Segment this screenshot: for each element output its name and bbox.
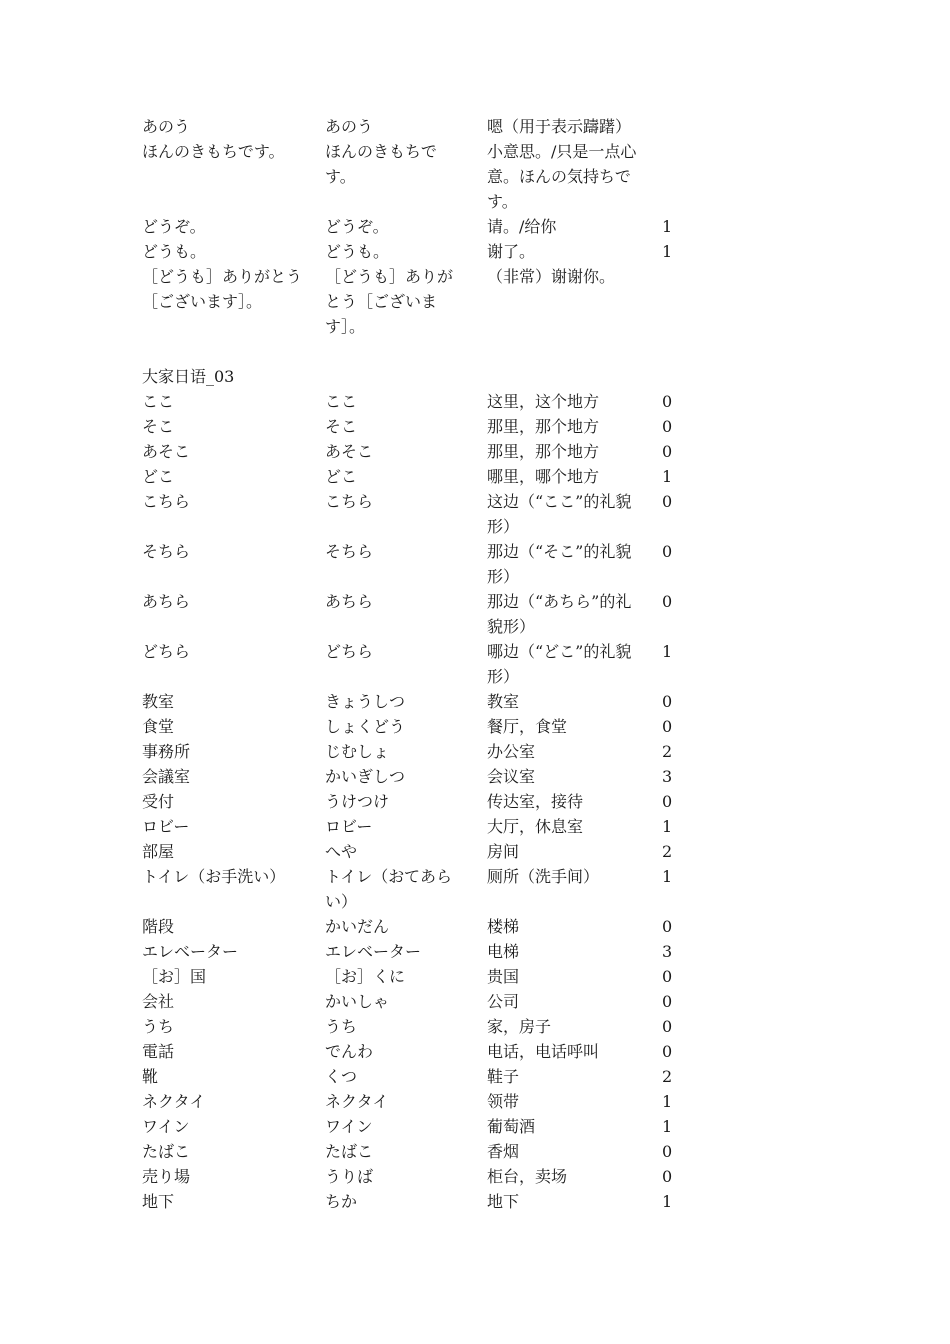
vocab-accent: 0 bbox=[662, 717, 673, 736]
vocab-accent: 0 bbox=[662, 1167, 673, 1186]
vocab-meaning: 那边（“そこ”的礼貌形） bbox=[487, 542, 632, 586]
vocab-reading: ここ bbox=[325, 392, 358, 411]
vocab-row bbox=[142, 1139, 702, 1164]
vocab-meaning: 哪边（“どこ”的礼貌形） bbox=[487, 642, 632, 686]
vocab-meaning: 香烟 bbox=[487, 1142, 520, 1161]
vocab-accent: 0 bbox=[662, 1042, 673, 1061]
vocab-row bbox=[142, 939, 702, 964]
vocab-reading: こちら bbox=[325, 492, 374, 511]
vocab-row bbox=[142, 464, 702, 489]
vocab-meaning: 公司 bbox=[487, 992, 520, 1011]
vocab-reading: うけつけ bbox=[325, 792, 390, 811]
vocab-accent: 0 bbox=[662, 792, 673, 811]
vocab-reading: そちら bbox=[325, 542, 374, 561]
vocab-row bbox=[142, 489, 702, 539]
vocab-word: どこ bbox=[142, 467, 175, 486]
vocab-accent: 3 bbox=[662, 942, 673, 961]
vocab-row bbox=[142, 864, 702, 914]
vocab-reading: ほんのきもちです。 bbox=[325, 142, 437, 186]
vocab-row bbox=[142, 414, 702, 439]
vocab-meaning: 贵国 bbox=[487, 967, 520, 986]
vocab-meaning: 那边（“あちら”的礼貌形） bbox=[487, 592, 632, 636]
vocab-accent: 0 bbox=[662, 692, 673, 711]
vocab-word: ［お］国 bbox=[142, 967, 207, 986]
vocab-reading: くつ bbox=[325, 1067, 358, 1086]
vocab-row bbox=[142, 589, 702, 639]
vocab-reading: トイレ（おてあらい） bbox=[325, 867, 453, 911]
vocab-reading: きょうしつ bbox=[325, 692, 406, 711]
vocab-word: どうぞ。 bbox=[142, 217, 206, 236]
vocab-accent: 0 bbox=[662, 967, 673, 986]
vocab-meaning: 楼梯 bbox=[487, 917, 520, 936]
vocabulary-table-lesson-02 bbox=[142, 114, 702, 339]
vocab-row bbox=[142, 1164, 702, 1189]
vocab-row bbox=[142, 689, 702, 714]
vocab-word: 部屋 bbox=[142, 842, 175, 861]
vocab-accent: 0 bbox=[662, 492, 673, 511]
vocab-row bbox=[142, 764, 702, 789]
vocab-meaning: 会议室 bbox=[487, 767, 536, 786]
vocab-meaning: （非常）谢谢你。 bbox=[487, 267, 616, 286]
vocab-meaning: 哪里，哪个地方 bbox=[487, 467, 600, 486]
vocab-meaning: 领带 bbox=[487, 1092, 520, 1111]
vocab-row bbox=[142, 1064, 702, 1089]
vocab-meaning: 谢了。 bbox=[487, 242, 536, 261]
vocab-accent: 0 bbox=[662, 1142, 673, 1161]
vocab-reading: うりば bbox=[325, 1167, 374, 1186]
vocab-accent: 1 bbox=[662, 867, 673, 886]
vocab-reading: ワイン bbox=[325, 1117, 373, 1136]
vocab-meaning: 鞋子 bbox=[487, 1067, 520, 1086]
vocab-word: 事務所 bbox=[142, 742, 191, 761]
vocab-meaning: 柜台，卖场 bbox=[487, 1167, 568, 1186]
vocab-reading: じむしょ bbox=[325, 742, 390, 761]
vocab-reading: ［お］くに bbox=[325, 967, 406, 986]
vocab-word: 靴 bbox=[142, 1067, 159, 1086]
vocab-word: たばこ bbox=[142, 1142, 191, 1161]
vocab-accent: 1 bbox=[662, 217, 673, 236]
vocab-word: 電話 bbox=[142, 1042, 175, 1061]
vocab-word: 階段 bbox=[142, 917, 175, 936]
vocab-accent: 1 bbox=[662, 817, 673, 836]
vocab-meaning: 嗯（用于表示躊躇） bbox=[487, 117, 632, 136]
vocab-word: 会社 bbox=[142, 992, 175, 1011]
vocab-word: 教室 bbox=[142, 692, 175, 711]
vocab-meaning: 餐厅，食堂 bbox=[487, 717, 568, 736]
vocab-meaning: 地下 bbox=[487, 1192, 520, 1211]
vocab-row bbox=[142, 1189, 702, 1214]
vocab-word: ここ bbox=[142, 392, 175, 411]
vocab-accent: 1 bbox=[662, 1117, 673, 1136]
vocab-row bbox=[142, 214, 702, 239]
vocab-word: そこ bbox=[142, 417, 175, 436]
vocab-reading: ネクタイ bbox=[325, 1092, 389, 1111]
vocab-word: うち bbox=[142, 1017, 175, 1036]
vocab-word: 食堂 bbox=[142, 717, 175, 736]
vocab-meaning: 电梯 bbox=[487, 942, 520, 961]
vocab-row bbox=[142, 964, 702, 989]
vocab-row bbox=[142, 914, 702, 939]
vocab-row bbox=[142, 739, 702, 764]
vocab-accent: 1 bbox=[662, 642, 673, 661]
vocab-meaning: 葡萄酒 bbox=[487, 1117, 536, 1136]
vocab-accent: 0 bbox=[662, 392, 673, 411]
vocab-row bbox=[142, 1014, 702, 1039]
section-title: 大家日语_03 bbox=[142, 367, 235, 386]
vocab-word: どうも。 bbox=[142, 242, 207, 261]
vocab-meaning: 大厅，休息室 bbox=[487, 817, 584, 836]
vocab-accent: 1 bbox=[662, 1092, 673, 1111]
vocab-meaning: 家，房子 bbox=[487, 1017, 552, 1036]
vocab-reading: どうも。 bbox=[325, 242, 390, 261]
section-spacer bbox=[142, 339, 702, 364]
vocab-reading: かいしゃ bbox=[325, 992, 390, 1011]
vocab-row bbox=[142, 114, 702, 139]
vocab-row bbox=[142, 389, 702, 414]
vocab-accent: 0 bbox=[662, 917, 673, 936]
vocab-row bbox=[142, 139, 702, 214]
vocab-reading: あのう bbox=[325, 117, 374, 136]
vocab-meaning: 厕所（洗手间） bbox=[487, 867, 600, 886]
vocab-row bbox=[142, 264, 702, 339]
vocab-row bbox=[142, 539, 702, 589]
vocab-meaning: 办公室 bbox=[487, 742, 536, 761]
vocabulary-table-lesson-03 bbox=[142, 389, 702, 1214]
vocab-reading: たばこ bbox=[325, 1142, 374, 1161]
vocab-accent: 2 bbox=[662, 1067, 673, 1086]
vocab-meaning: 请。/给你 bbox=[487, 217, 557, 236]
vocab-row bbox=[142, 1039, 702, 1064]
vocab-reading: ロビー bbox=[325, 817, 373, 836]
vocab-accent: 0 bbox=[662, 992, 673, 1011]
vocab-meaning: 这里，这个地方 bbox=[487, 392, 600, 411]
vocab-accent: 1 bbox=[662, 467, 673, 486]
vocab-reading: あそこ bbox=[325, 442, 374, 461]
vocab-row bbox=[142, 439, 702, 464]
vocab-reading: どうぞ。 bbox=[325, 217, 389, 236]
vocab-meaning: 电话，电话呼叫 bbox=[487, 1042, 600, 1061]
vocab-word: エレベーター bbox=[142, 942, 239, 961]
vocab-accent: 0 bbox=[662, 417, 673, 436]
vocabulary-document bbox=[142, 114, 702, 1214]
vocab-word: ワイン bbox=[142, 1117, 190, 1136]
vocab-row bbox=[142, 639, 702, 689]
vocab-word: こちら bbox=[142, 492, 191, 511]
vocab-meaning: 传达室，接待 bbox=[487, 792, 584, 811]
vocab-reading: しょくどう bbox=[325, 717, 406, 736]
vocab-accent: 2 bbox=[662, 842, 673, 861]
vocab-word: あそこ bbox=[142, 442, 191, 461]
vocab-word: あのう bbox=[142, 117, 191, 136]
vocab-meaning: 那里，那个地方 bbox=[487, 417, 600, 436]
vocab-word: トイレ（お手洗い） bbox=[142, 867, 286, 886]
vocab-word: どちら bbox=[142, 642, 191, 661]
vocab-word: ほんのきもちです。 bbox=[142, 142, 285, 161]
vocab-row bbox=[142, 839, 702, 864]
vocab-word: 地下 bbox=[142, 1192, 175, 1211]
vocab-accent: 0 bbox=[662, 442, 673, 461]
vocab-reading: かいぎしつ bbox=[325, 767, 406, 786]
vocab-meaning: 小意思。/只是一点心意。ほんの気持ちです。 bbox=[487, 142, 637, 211]
vocab-reading: あちら bbox=[325, 592, 374, 611]
vocab-reading: エレベーター bbox=[325, 942, 422, 961]
vocab-word: ［どうも］ありがとう［ございます］。 bbox=[142, 267, 303, 311]
vocab-word: 会議室 bbox=[142, 767, 191, 786]
vocab-row bbox=[142, 1089, 702, 1114]
vocab-accent: 3 bbox=[662, 767, 673, 786]
vocab-word: 受付 bbox=[142, 792, 175, 811]
vocab-accent: 0 bbox=[662, 1017, 673, 1036]
vocab-accent: 2 bbox=[662, 742, 673, 761]
vocab-row bbox=[142, 1114, 702, 1139]
vocab-reading: へや bbox=[325, 842, 358, 861]
vocab-reading: ［どうも］ありがとう［ございます］。 bbox=[325, 267, 454, 336]
vocab-reading: かいだん bbox=[325, 917, 390, 936]
vocab-accent: 0 bbox=[662, 592, 673, 611]
vocab-word: ネクタイ bbox=[142, 1092, 206, 1111]
vocab-meaning: 教室 bbox=[487, 692, 520, 711]
vocab-meaning: 这边（“ここ”的礼貌形） bbox=[487, 492, 632, 536]
vocab-row bbox=[142, 814, 702, 839]
vocab-accent: 0 bbox=[662, 542, 673, 561]
vocab-reading: でんわ bbox=[325, 1042, 374, 1061]
vocab-accent: 1 bbox=[662, 242, 673, 261]
vocab-reading: どちら bbox=[325, 642, 374, 661]
vocab-row bbox=[142, 789, 702, 814]
vocab-reading: どこ bbox=[325, 467, 358, 486]
vocab-reading: うち bbox=[325, 1017, 358, 1036]
vocab-meaning: 房间 bbox=[487, 842, 520, 861]
vocab-word: あちら bbox=[142, 592, 191, 611]
vocab-word: ロビー bbox=[142, 817, 190, 836]
vocab-word: そちら bbox=[142, 542, 191, 561]
vocab-row bbox=[142, 239, 702, 264]
vocab-accent: 1 bbox=[662, 1192, 673, 1211]
vocab-row bbox=[142, 714, 702, 739]
vocab-reading: ちか bbox=[325, 1192, 358, 1211]
vocab-reading: そこ bbox=[325, 417, 358, 436]
vocab-row bbox=[142, 989, 702, 1014]
vocab-meaning: 那里，那个地方 bbox=[487, 442, 600, 461]
vocab-word: 売り場 bbox=[142, 1167, 191, 1186]
